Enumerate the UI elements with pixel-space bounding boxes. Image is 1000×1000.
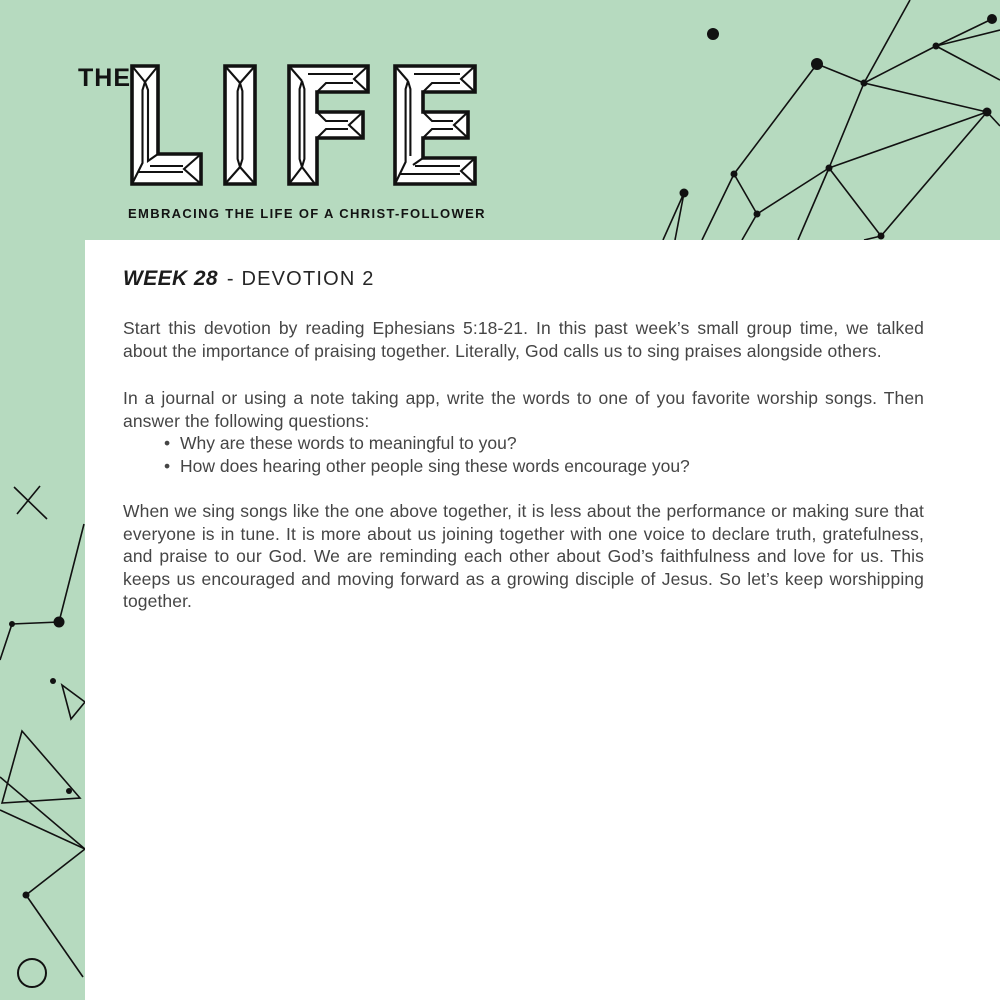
constellation-decoration-left	[0, 240, 85, 1000]
devotion-label: - DEVOTION 2	[226, 268, 375, 290]
question-item-1: • Why are these words to meaningful to you?	[180, 432, 924, 455]
question-list	[123, 432, 924, 477]
logo-the-text: THE	[78, 64, 131, 92]
page-title	[123, 267, 924, 291]
constellation-decoration-top-right	[650, 0, 1000, 240]
content-panel	[85, 240, 1000, 1000]
logo	[0, 0, 520, 240]
paragraph-closing: When we sing songs like the one above together, it is less about the performance or making sure that everyone is in tune. It is more about us joining together with one voice to declare truth, gratefulness, and praise to our God. We are reminding each other about God’s faithfulness and love for us. This keeps us encouraged and moving forward as a growing disciple of Jesus. So let’s keep worshipping together.	[123, 501, 924, 611]
paragraph-activity: In a journal or using a note taking app, write the words to one of you favorite worship songs. Then answer the following questions:	[123, 388, 924, 431]
week-label: WEEK 28	[123, 267, 218, 290]
logo-tagline: EMBRACING THE LIFE OF A CHRIST-FOLLOWER	[128, 206, 486, 221]
question-item-2: • How does hearing other people sing these words encourage you?	[180, 455, 924, 478]
paragraph-intro: Start this devotion by reading Ephesians 5:18-21. In this past week’s small group time, we talked about the importance of praising together. Literally, God calls us to sing praises alongside others.	[123, 318, 924, 361]
life-logo	[130, 64, 477, 186]
